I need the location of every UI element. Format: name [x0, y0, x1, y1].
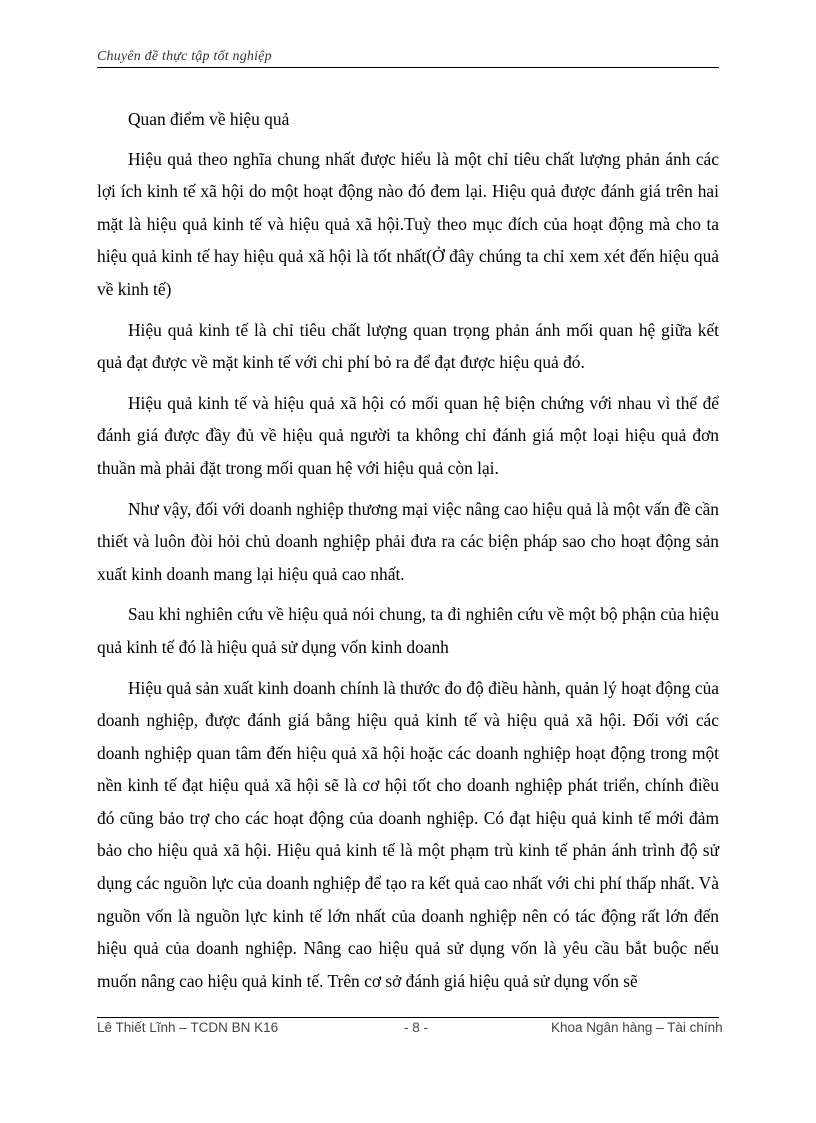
section-heading: Quan điểm về hiệu quả [128, 109, 290, 129]
paragraph-4: Như vậy, đối với doanh nghiệp thương mại việc nâng cao hiệu quả là một vấn đề cần thiết và luôn đòi hỏi chủ doanh nghiệp phải đưa ra các biện pháp sao cho hoạt động sản xuất kinh doanh mang lại hiệu quả cao nhất. [97, 498, 719, 584]
paragraph-5: Sau khi nghiên cứu về hiệu quả nói chung, ta đi nghiên cứu về một bộ phận của hiệu quả kinh tế đó là hiệu quả sử dụng vốn kinh doanh [97, 604, 719, 657]
paragraph-1: Hiệu quả theo nghĩa chung nhất được hiểu là một chỉ tiêu chất lượng phản ánh các lợi ích kinh tế xã hội do một hoạt động nào đó đem lại. Hiệu quả được đánh giá trên hai mặt là hiệu quả kinh tế và hiệu quả xã hội.Tuỳ theo mục đích của hoạt động mà cho ta hiệu quả kinh tế hay hiệu quả xã hội là tốt nhất(Ở đây chúng ta chỉ xem xét đến hiệu quả về kinh tế) [97, 148, 719, 299]
footer-divider [97, 1017, 719, 1018]
document-body [97, 103, 719, 1005]
page-header-title: Chuyên đề thực tập tốt nghiệp [97, 49, 272, 64]
footer-department: Khoa Ngân hàng – Tài chính [551, 1020, 723, 1035]
footer-author: Lê Thiết Lĩnh – TCDN BN K16 [97, 1020, 279, 1035]
page-number: - 8 - [404, 1020, 429, 1035]
paragraph-3: Hiệu quả kinh tế và hiệu quả xã hội có mối quan hệ biện chứng với nhau vì thế để đánh giá được đầy đủ về hiệu quả người ta không chỉ đánh giá một loại hiệu quả đơn thuần mà phải đặt trong mối quan hệ với hiệu quả còn lại. [97, 392, 719, 478]
header-divider [97, 67, 719, 68]
paragraph-6: Hiệu quả sản xuất kinh doanh chính là thước đo độ điều hành, quản lý hoạt động của doanh nghiệp, được đánh giá bằng hiệu quả kinh tế và hiệu quả xã hội. Đối với các doanh nghiệp quan tâm đến hiệu quả xã hội hoặc các doanh nghiệp hoạt động trong một nền kinh tế đạt hiệu quả xã hội sẽ là cơ hội tốt cho doanh nghiệp phát triển, chính điều đó cũng bảo trợ cho các hoạt động của doanh nghiệp. Có đạt hiệu quả kinh tế mới đảm bảo cho hiệu quả xã hội. Hiệu quả kinh tế là một phạm trù kinh tế phản ánh trình độ sử dụng các nguồn lực của doanh nghiệp để tạo ra kết quả cao nhất với chi phí thấp nhất. Và nguồn vốn là nguồn lực kinh tế lớn nhất của doanh nghiệp nên có tác động rất lớn đến hiệu quả của doanh nghiệp. Nâng cao hiệu quả sử dụng vốn là yêu cầu bắt buộc nếu muốn nâng cao hiệu quả kinh tế. Trên cơ sở đánh giá hiệu quả sử dụng vốn sẽ [97, 677, 719, 991]
paragraph-2: Hiệu quả kinh tế là chỉ tiêu chất lượng quan trọng phản ánh mối quan hệ giữa kết quả đạt được về mặt kinh tế với chi phí bỏ ra để đạt được hiệu quả đó. [97, 319, 719, 373]
